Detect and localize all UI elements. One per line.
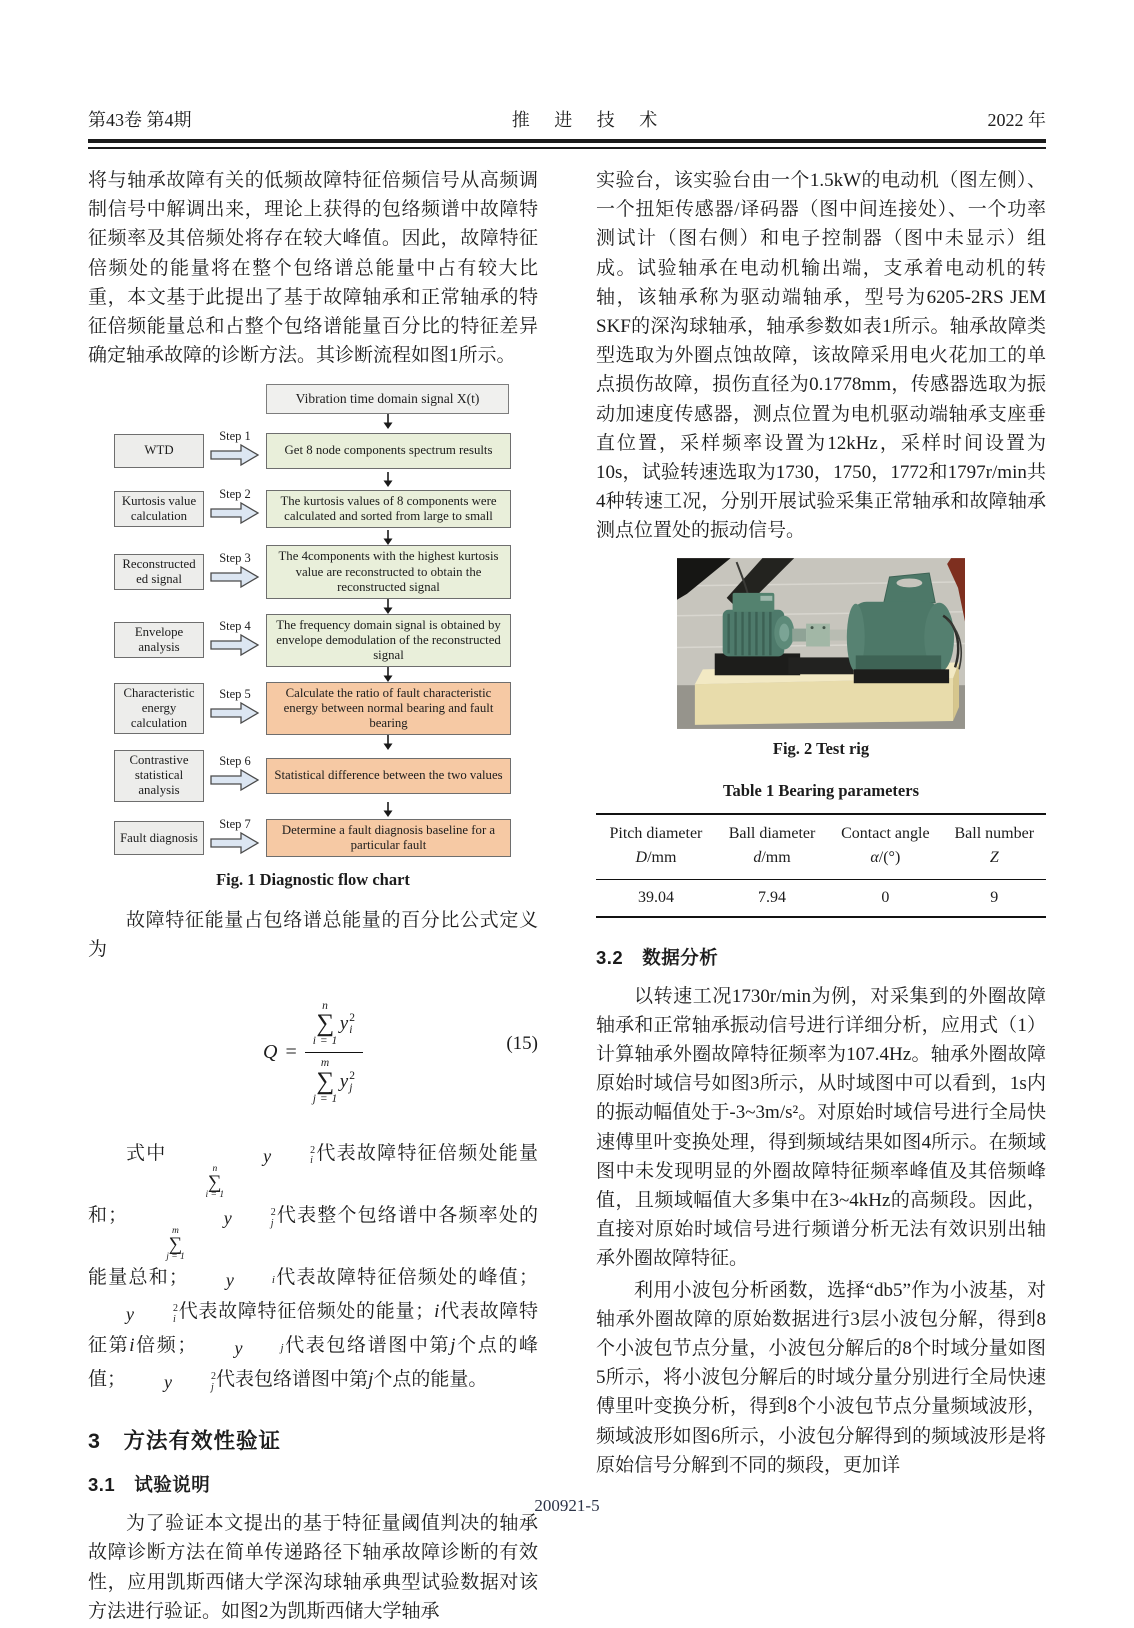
equation-lhs: Q bbox=[263, 1041, 278, 1064]
step-label: Step 3 bbox=[219, 550, 251, 565]
step-arrow bbox=[210, 831, 260, 860]
table-cell: 39.04 bbox=[637, 888, 674, 906]
text-run: 式中 bbox=[126, 1142, 167, 1164]
flow-down-arrow-icon bbox=[382, 414, 394, 429]
text-run: 代表故障特征倍频处能量和； bbox=[88, 1142, 538, 1227]
column-unit bbox=[830, 846, 940, 870]
text-run: 个点的峰值； bbox=[88, 1335, 538, 1391]
step-arrow bbox=[210, 701, 260, 730]
text-run: 代表故障特征倍频处的能量； bbox=[178, 1301, 435, 1323]
table-cell: 7.94 bbox=[758, 888, 787, 906]
text-run: 代表包络谱图中第 bbox=[216, 1369, 369, 1391]
flow-connector bbox=[114, 530, 514, 545]
step-arrow bbox=[210, 565, 260, 594]
step-label: Step 1 bbox=[219, 429, 251, 444]
text-run: 个点的能量。 bbox=[373, 1369, 488, 1391]
fig2-caption: Fig. 2 Test rig bbox=[772, 738, 870, 758]
flowchart-top-box: Vibration time domain signal X(t) bbox=[266, 384, 509, 414]
table-cell: 9 bbox=[990, 888, 999, 906]
flowchart-stage-box: Reconstructed ed signal bbox=[114, 554, 204, 590]
term-y-squared: y 2 j bbox=[339, 1069, 355, 1094]
left-column bbox=[88, 166, 538, 1628]
step-arrow bbox=[210, 768, 260, 797]
header-journal-title: 推 进 技 术 bbox=[511, 110, 668, 130]
equation-equals: = bbox=[285, 1041, 297, 1064]
column-name: Pitch diameter bbox=[609, 824, 703, 842]
flowchart-step bbox=[204, 619, 266, 662]
paragraph: 将与轴承故障有关的低频故障特征倍频信号从高频调制信号中解调出来，理论上获得的包络频谱中故障特征频率及其倍频处将存在较大峰值。因此，故障特征倍频处的能量将在整个包络谱总能量中占有较大比重，本文基于此提出了基于故障轴承和正常轴承的特征倍频能量总和占整个包络谱能量百分比的特征差异确定轴承故障的诊断方法。其诊断流程如图1所示。 bbox=[88, 170, 538, 367]
column-unit bbox=[945, 846, 1044, 870]
flow-down-arrow-icon bbox=[382, 530, 394, 545]
step-label: Step 5 bbox=[219, 687, 251, 702]
flowchart-action-box: The frequency domain signal is obtained by envelope demodulation of the reconstructed signal bbox=[266, 614, 511, 667]
flowchart-action-box: The 4components with the highest kurtosis value are reconstructed to obtain the reconstructed signal bbox=[266, 545, 511, 598]
unit-symbol: d bbox=[753, 848, 762, 866]
test-rig-photo bbox=[677, 558, 965, 729]
flowchart-action-box: Calculate the ratio of fault characteristic energy between normal bearing and fault bearing bbox=[266, 682, 511, 735]
section-3-1-heading: 3.1 试验说明 bbox=[88, 1474, 211, 1496]
inline-variable: j bbox=[450, 1335, 456, 1357]
inline-sum-symbol: n ∑ i = 1 bbox=[205, 1163, 225, 1201]
text-run: 代表故障特征第 bbox=[88, 1301, 538, 1357]
flow-down-arrow-icon bbox=[382, 667, 394, 682]
flowchart-action-box: Determine a fault diagnosis baseline for a particular fault bbox=[266, 819, 511, 857]
text-run: 倍频； bbox=[134, 1335, 197, 1357]
flowchart-row bbox=[114, 817, 514, 860]
flow-connector bbox=[114, 667, 514, 682]
step-label: Step 4 bbox=[219, 618, 251, 633]
flowchart-step bbox=[204, 429, 266, 472]
paragraph: 为了验证本文提出的基于特征量阈值判决的轴承故障诊断方法在简单传递路径下轴承故障诊断的有效性，应用凯斯西储大学深沟球轴承典型试验数据对该方法进行验证。如图2为凯斯西储大学轴承 bbox=[88, 1513, 538, 1622]
equation-explanation-paragraph bbox=[88, 1138, 538, 1398]
inline-variable: i bbox=[434, 1301, 440, 1323]
step-arrow-icon bbox=[210, 768, 260, 792]
flow-down-arrow-icon bbox=[382, 599, 394, 614]
inline-term: y j bbox=[234, 1338, 284, 1359]
flowchart-step bbox=[204, 687, 266, 730]
flow-down-arrow-icon bbox=[382, 472, 394, 487]
step-label: Step 2 bbox=[219, 487, 251, 502]
step-arrow bbox=[210, 633, 260, 662]
table1-title: Table 1 Bearing parameters bbox=[723, 780, 919, 800]
column-name: Contact angle bbox=[841, 824, 930, 842]
flowchart-rows bbox=[114, 414, 514, 859]
inline-term: y 2 i bbox=[126, 1303, 178, 1325]
inline-term: y i bbox=[225, 1270, 275, 1291]
flow-connector bbox=[114, 599, 514, 614]
text-run: 代表包络谱图中第 bbox=[283, 1335, 451, 1357]
header-year: 2022 年 bbox=[987, 110, 1046, 130]
flow-connector bbox=[114, 414, 514, 429]
term-y-squared: y 2 i bbox=[339, 1012, 355, 1037]
footer-page-number: 200921-5 bbox=[534, 1496, 600, 1515]
inline-variable: j bbox=[368, 1369, 374, 1391]
flowchart-row bbox=[114, 429, 514, 472]
step-label: Step 6 bbox=[219, 754, 251, 769]
table-column-header bbox=[716, 814, 828, 880]
step-arrow-icon bbox=[210, 565, 260, 589]
paragraph: 实验台，该实验台由一个1.5kW的电动机（图左侧）、一个扭矩传感器/译码器（图中间连接处）、一个功率测试计（图右侧）和电子控制器（图中未显示）组成。试验轴承在电动机输出端，支承着电动机的转轴，该轴承称为驱动端轴承，型号为6205-2RS JEM SKF的深沟球轴承，轴承参数如表1所示。轴承故障类型选取为外圈点蚀故障，该故障采用电火花加工的单点损伤故障，损伤直径为0.1778mm，传感器选取为振动加速度传感器，测点位置为电机驱动端轴承支座垂直位置，采样频率设置为12kHz，采样时间设置为10s，试验转速选取为1730，1750，1772和1797r/min共4种转速工况，分别开展试验采集正常轴承和故障轴承测点位置处的振动信号。 bbox=[596, 170, 1046, 542]
equation-15 bbox=[88, 978, 538, 1128]
flow-down-arrow-icon bbox=[382, 735, 394, 750]
step-arrow-icon bbox=[210, 701, 260, 725]
section-3-heading: 3 方法有效性验证 bbox=[88, 1429, 281, 1454]
diagnostic-flowchart bbox=[114, 384, 514, 859]
header-volume-issue: 第43卷 第4期 bbox=[88, 110, 192, 130]
flowchart-action-box: The kurtosis values of 8 components were calculated and sorted from large to small bbox=[266, 490, 511, 528]
flowchart-stage-box: Envelope analysis bbox=[114, 622, 204, 658]
paragraph: 利用小波包分析函数，选择“db5”作为小波基，对轴承外圈故障的原始数据进行3层小波包分解，得到8个小波包节点分量，小波包分解后的8个时域分量如图5所示，将小波包分解后的时域分量分别进行全局快速傅里叶变换分析，得到8个小波包节点分量频域波形，频域波形如图6所示，小波包分解得到的频域波形是将原始信号分解到不同的频段，更加详 bbox=[596, 1279, 1046, 1476]
flowchart-row bbox=[114, 682, 514, 735]
flowchart-row bbox=[114, 614, 514, 667]
flowchart-stage-box: Kurtosis value calculation bbox=[114, 491, 204, 527]
unit-rest: /mm bbox=[761, 848, 791, 866]
bearing-parameters-table bbox=[596, 813, 1046, 918]
unit-rest: /mm bbox=[647, 848, 677, 866]
paragraph: 故障特征能量占包络谱总能量的百分比公式定义为 bbox=[88, 909, 538, 960]
two-column-body bbox=[88, 166, 1046, 1628]
right-column bbox=[596, 166, 1046, 1628]
flowchart-step bbox=[204, 487, 266, 530]
text-run: 代表整个包络谱中各频率处的能量总和； bbox=[88, 1205, 538, 1289]
inline-term: y 2 i bbox=[263, 1144, 316, 1167]
unit-symbol: D bbox=[635, 848, 648, 866]
flowchart-action-box: Statistical difference between the two values bbox=[266, 758, 511, 794]
test-rig-photo-image bbox=[677, 558, 965, 729]
header-double-rule bbox=[88, 139, 1046, 149]
text-run: 代表故障特征倍频处的峰值； bbox=[274, 1267, 538, 1289]
step-arrow-icon bbox=[210, 443, 260, 467]
column-unit bbox=[718, 846, 826, 870]
step-arrow bbox=[210, 501, 260, 530]
step-arrow-icon bbox=[210, 633, 260, 657]
inline-term: y 2 j bbox=[164, 1371, 217, 1393]
step-label: Step 7 bbox=[219, 816, 251, 831]
sum-symbol: m ∑ j = 1 bbox=[312, 1057, 338, 1105]
flowchart-row bbox=[114, 750, 514, 801]
flow-connector bbox=[114, 735, 514, 750]
equation-number: (15) bbox=[506, 1032, 538, 1054]
flowchart-action-box: Get 8 node components spectrum results bbox=[266, 433, 511, 469]
table-row bbox=[596, 879, 1046, 917]
flow-down-arrow-icon bbox=[382, 802, 394, 817]
column-name: Ball number bbox=[954, 824, 1035, 842]
unit-symbol: α bbox=[870, 848, 879, 866]
flowchart-step bbox=[204, 551, 266, 594]
inline-sum-symbol: m ∑ j = 1 bbox=[166, 1226, 185, 1263]
flow-connector bbox=[114, 802, 514, 817]
step-arrow bbox=[210, 443, 260, 472]
page-header bbox=[88, 106, 1046, 132]
paragraph: 以转速工况1730r/min为例，对采集到的外圈故障轴承和正常轴承振动信号进行详细分析，应用式（1）计算轴承外圈故障特征频率为107.4Hz。轴承外圈故障原始时域信号如图3所示，从时域图中可以看到，1s内的振动幅值处于-3~3m/s²。对原始时域信号进行全局快速傅里叶变换处理，得到频域结果如图4所示。在频域图中未发现明显的外圈故障特征频率峰值及其倍频峰值，且频域幅值大多集中在3~4kHz的高频段。因此，直接对原始时域信号进行频谱分析无法有效识别出轴承外圈故障特征。 bbox=[596, 985, 1046, 1270]
unit-symbol: Z bbox=[989, 848, 999, 866]
flowchart-row bbox=[114, 487, 514, 530]
table-cell: 0 bbox=[881, 888, 890, 906]
section-3-2-heading: 3.2 数据分析 bbox=[596, 946, 719, 968]
flowchart-step bbox=[204, 754, 266, 797]
inline-variable: i bbox=[129, 1335, 135, 1357]
step-arrow-icon bbox=[210, 831, 260, 855]
sum-symbol: n ∑ i = 1 bbox=[312, 999, 338, 1047]
flowchart-top-row bbox=[114, 384, 514, 414]
flowchart-step bbox=[204, 817, 266, 860]
flowchart-row bbox=[114, 545, 514, 598]
flowchart-stage-box: Characteristic energy calculation bbox=[114, 683, 204, 734]
flowchart-stage-box: WTD bbox=[114, 434, 204, 468]
column-name: Ball diameter bbox=[728, 824, 816, 842]
flowchart-stage-box: Fault diagnosis bbox=[114, 821, 204, 855]
step-arrow-icon bbox=[210, 501, 260, 525]
table-column-header bbox=[596, 814, 716, 880]
table-column-header bbox=[828, 814, 942, 880]
inline-term: y 2 j bbox=[223, 1207, 276, 1229]
unit-rest: /(°) bbox=[878, 848, 901, 866]
equation-fraction bbox=[305, 1001, 363, 1106]
column-unit bbox=[598, 846, 714, 870]
flowchart-stage-box: Contrastive statistical analysis bbox=[114, 750, 204, 801]
table-column-header bbox=[943, 814, 1046, 880]
flow-connector bbox=[114, 472, 514, 487]
fig1-caption: Fig. 1 Diagnostic flow chart bbox=[216, 869, 410, 889]
